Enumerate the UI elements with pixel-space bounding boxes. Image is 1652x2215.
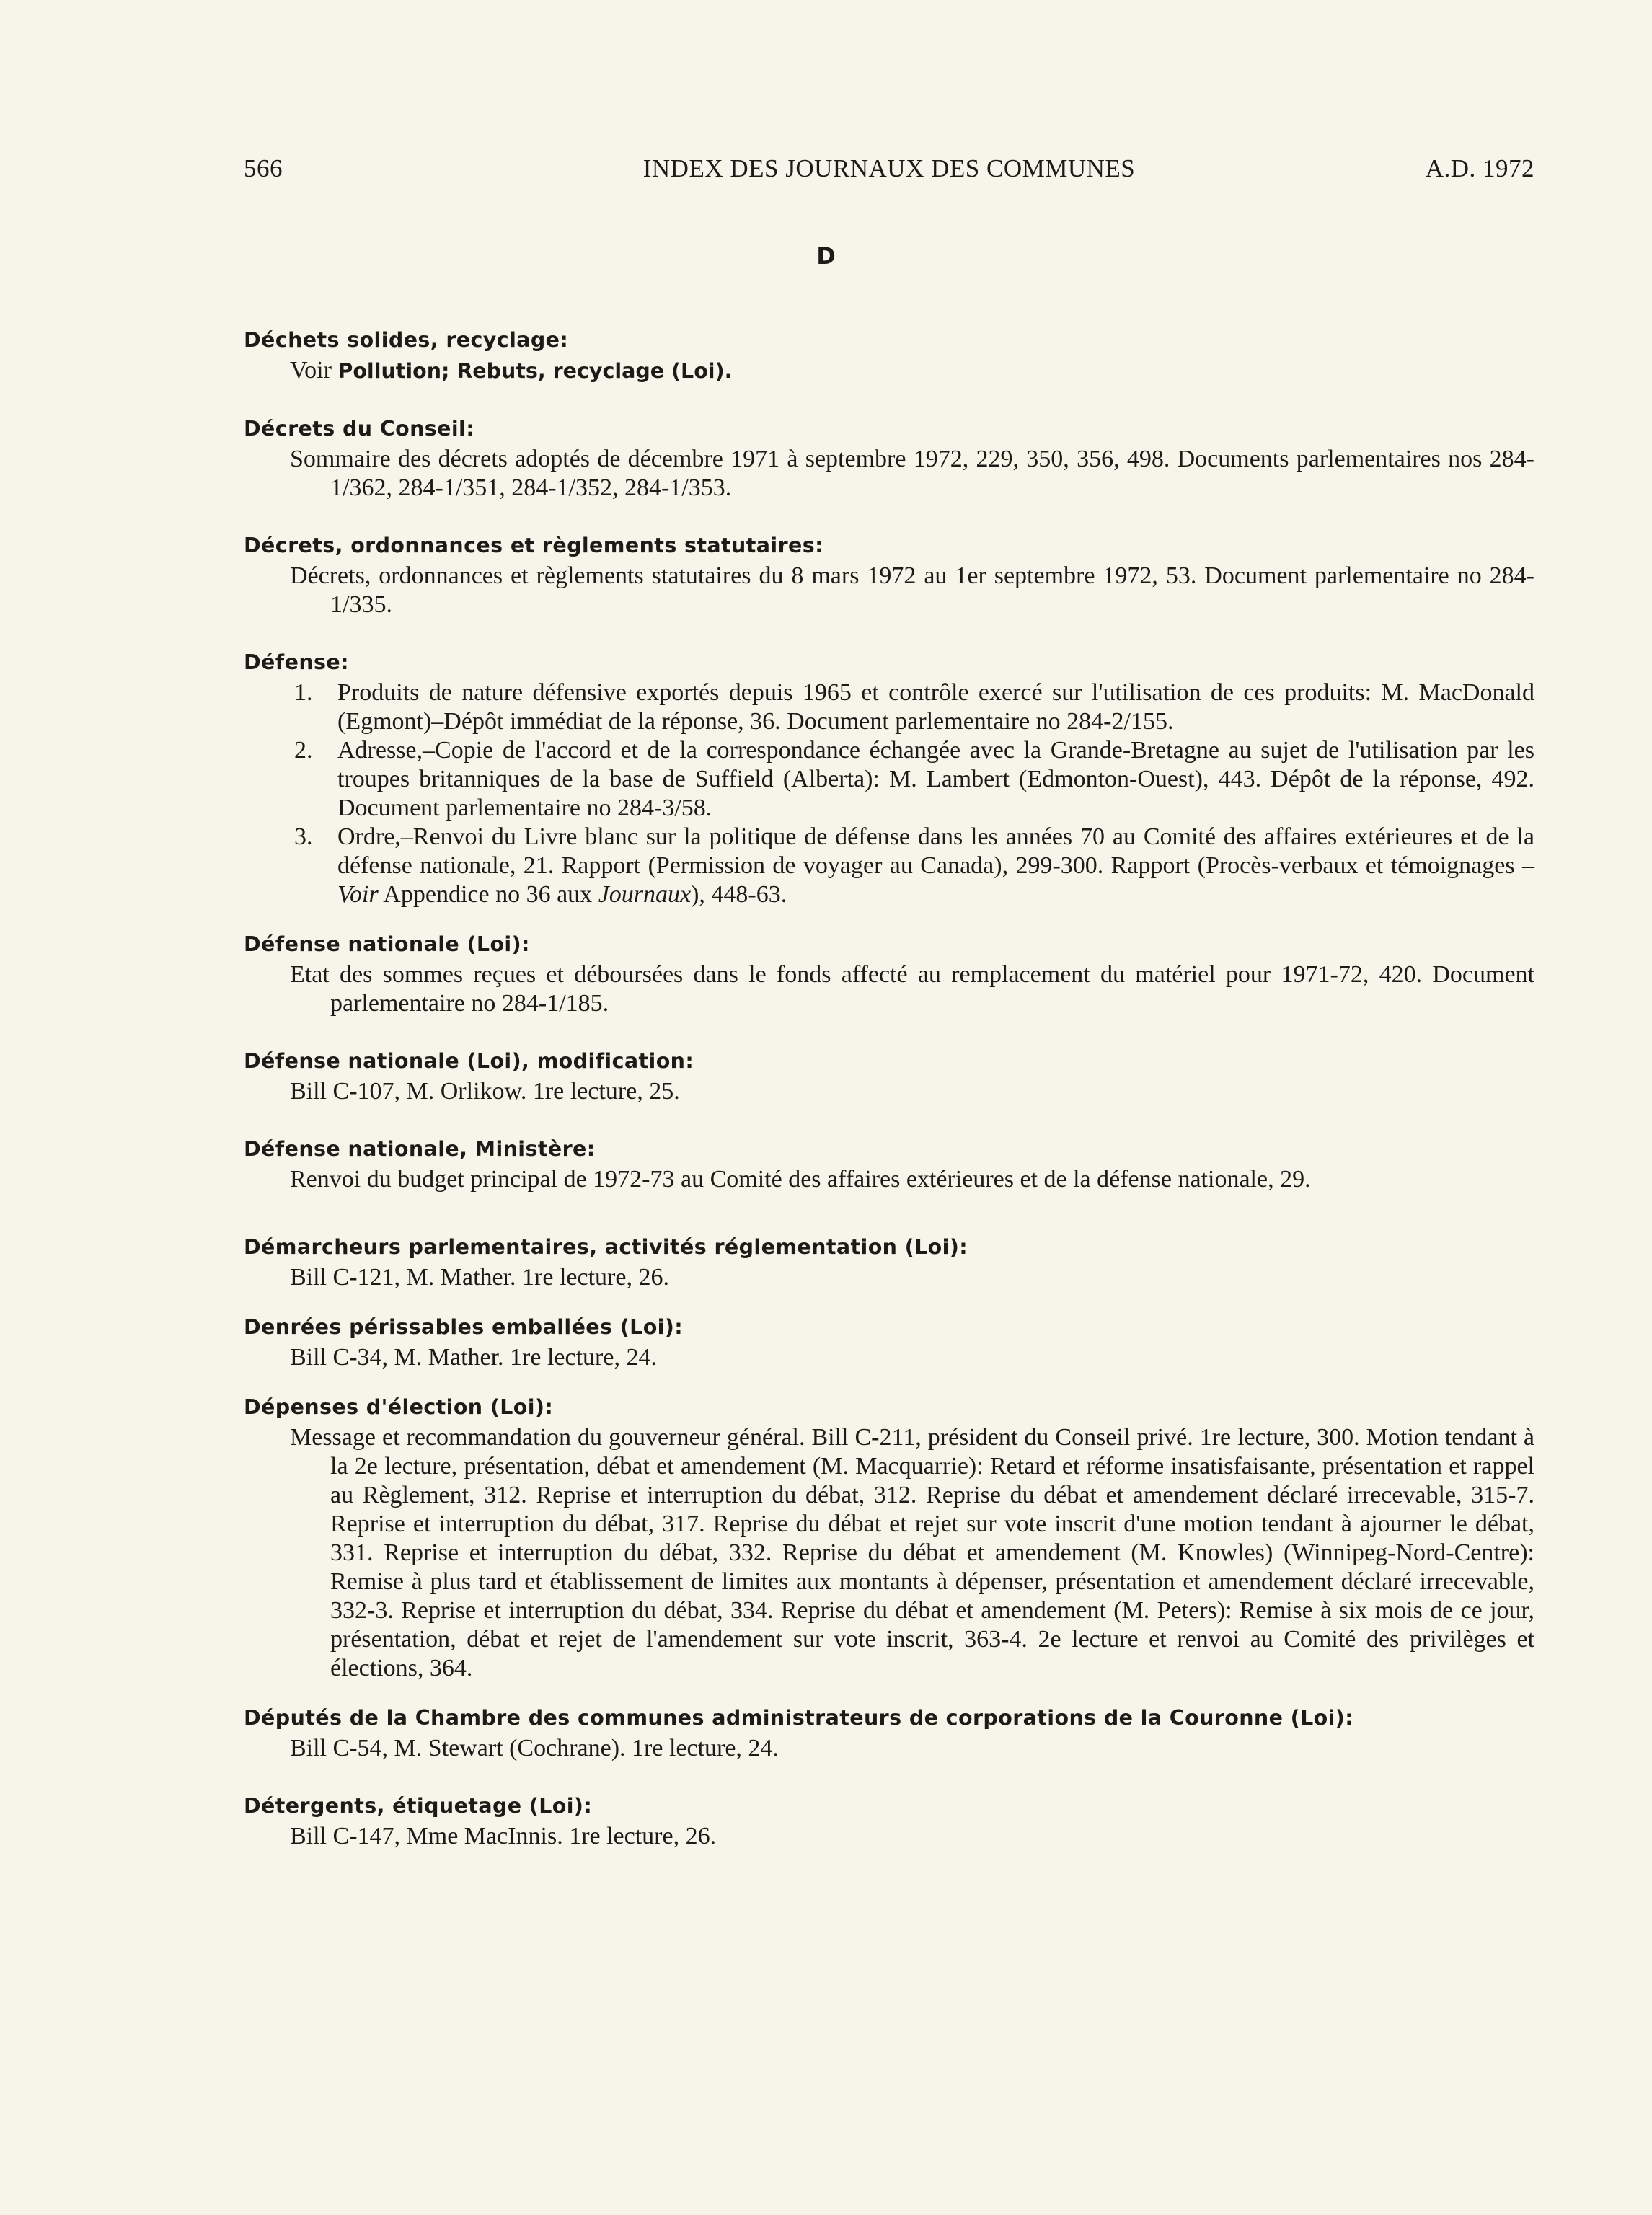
- item-text: Adresse,–Copie de l'accord et de la correspondance échangée avec la Grande-Bretagne au sujet de l'utilisation par les troupes britanniques de la base de Suffield (Alberta): M. Lambert (Edmonton-Ouest), 443. Dépôt de la réponse, 492. Document parlementaire no 284-3/58.: [337, 737, 1534, 821]
- entry-defense: [244, 648, 1534, 909]
- see-label: Voir: [290, 357, 332, 384]
- entry-dechets: [244, 326, 1534, 386]
- entry-defense-loi: [244, 930, 1534, 1018]
- item-text: ), 448-63.: [691, 881, 787, 908]
- entry-heading: Défense nationale, Ministère:: [244, 1137, 596, 1161]
- entry-heading: Défense nationale (Loi):: [244, 932, 530, 956]
- entry-heading: Démarcheurs parlementaires, activités réglementation (Loi):: [244, 1235, 968, 1259]
- entry-heading: Dépenses d'élection (Loi):: [244, 1395, 554, 1419]
- list-item: [244, 678, 1534, 736]
- item-text-journaux: Journaux: [598, 881, 692, 908]
- entry-depenses: [244, 1393, 1534, 1683]
- item-text: Ordre,–Renvoi du Livre blanc sur la politique de défense dans les années 70 au Comité des affaires extérieures et de la défense nationale, 21. Rapport (Permission de voyager au Canada), 299-300. Rapport (Procès-verbaux et témoignages –: [337, 823, 1534, 879]
- entry-decrets-ordonnances: [244, 531, 1534, 619]
- list-item: [244, 736, 1534, 823]
- entry-deputes: [244, 1704, 1534, 1763]
- entry-body: Message et recommandation du gouverneur général. Bill C-211, président du Conseil privé. 1re lecture, 300. Motion tendant à la 2e lecture, présentation, débat et amendement (M. Macquarrie): Retard et réforme insatisfaisante, présentation et rappel au Règlement, 312. Reprise et interruption du débat, 312. Reprise du débat et amendement déclaré irrecevable, 315-7. Reprise et interruption du débat, 317. Reprise du débat et rejet sur vote inscrit d'une motion tendant à ajourner le débat, 331. Reprise et interruption du débat, 332. Reprise du débat et amendement (M. Knowles) (Winnipeg-Nord-Centre): Remise à plus tard et établissement de limites aux montants à dépenser, présentation et amendement déclaré irrecevable, 332-3. Reprise et interruption du débat, 334. Reprise du débat et amendement (M. Peters): Remise à six mois de ce jour, présentation, débat et rejet de l'amendement sur vote inscrit, 363-4. 2e lecture et renvoi au Comité des privilèges et élections, 364.: [290, 1424, 1534, 1681]
- header-year: A.D. 1972: [1425, 154, 1534, 182]
- entry-heading: Détergents, étiquetage (Loi):: [244, 1794, 593, 1818]
- entry-body: Décrets, ordonnances et règlements statutaires du 8 mars 1972 au 1er septembre 1972, 53. Document parlementaire no 284-1/335.: [290, 562, 1534, 618]
- item-number: 3.: [294, 823, 313, 850]
- entry-body: Bill C-147, Mme MacInnis. 1re lecture, 26.: [290, 1823, 717, 1849]
- entry-defense-loi-modification: [244, 1047, 1534, 1106]
- entry-heading: Députés de la Chambre des communes administrateurs de corporations de la Couronne (Loi):: [244, 1706, 1354, 1730]
- section-letter: D: [816, 242, 836, 270]
- entry-heading: Décrets du Conseil:: [244, 417, 475, 441]
- entry-decrets-conseil: [244, 415, 1534, 503]
- index-entries: [244, 326, 1534, 1872]
- entry-item-list: [244, 678, 1534, 909]
- item-text-voir: Voir: [337, 881, 379, 908]
- entry-defense-ministere: [244, 1135, 1534, 1194]
- entry-body: Bill C-54, M. Stewart (Cochrane). 1re lecture, 24.: [290, 1735, 779, 1761]
- entry-heading: Défense:: [244, 650, 349, 674]
- entry-heading: Défense nationale (Loi), modification:: [244, 1049, 694, 1073]
- entry-body: Bill C-121, M. Mather. 1re lecture, 26.: [290, 1264, 669, 1291]
- list-item: [244, 823, 1534, 909]
- see-reference: Pollution; Rebuts, recyclage (Loi).: [337, 359, 733, 383]
- entry-heading: Décrets, ordonnances et règlements statutaires:: [244, 534, 823, 557]
- item-text: Produits de nature défensive exportés depuis 1965 et contrôle exercé sur l'utilisation de ces produits: M. MacDonald (Egmont)–Dépôt immédiat de la réponse, 36. Document parlementaire no 284-2/155.: [337, 679, 1534, 735]
- entry-body: Bill C-107, M. Orlikow. 1re lecture, 25.: [290, 1078, 680, 1105]
- entry-heading: Déchets solides, recyclage:: [244, 328, 569, 352]
- item-text: Appendice no 36 aux: [378, 881, 598, 908]
- entry-body: Renvoi du budget principal de 1972-73 au Comité des affaires extérieures et de la défense nationale, 29.: [290, 1166, 1311, 1193]
- entry-heading: Denrées périssables emballées (Loi):: [244, 1315, 684, 1339]
- entry-demarcheurs: [244, 1233, 1534, 1292]
- entry-denrees: [244, 1313, 1534, 1372]
- item-number: 1.: [294, 679, 313, 706]
- entry-cross-reference: [244, 356, 1534, 386]
- page-title: INDEX DES JOURNAUX DES COMMUNES: [642, 154, 1136, 182]
- entry-body: Etat des sommes reçues et déboursées dans le fonds affecté au remplacement du matériel pour 1971-72, 420. Document parlementaire no 284-1/185.: [290, 961, 1534, 1017]
- page-number: 566: [244, 154, 283, 182]
- entry-detergents: [244, 1792, 1534, 1851]
- item-number: 2.: [294, 737, 313, 764]
- entry-body: Sommaire des décrets adoptés de décembre 1971 à septembre 1972, 229, 350, 356, 498. Documents parlementaires nos 284-1/362, 284-1/351, 284-1/352, 284-1/353.: [290, 446, 1534, 501]
- entry-body: Bill C-34, M. Mather. 1re lecture, 24.: [290, 1344, 657, 1371]
